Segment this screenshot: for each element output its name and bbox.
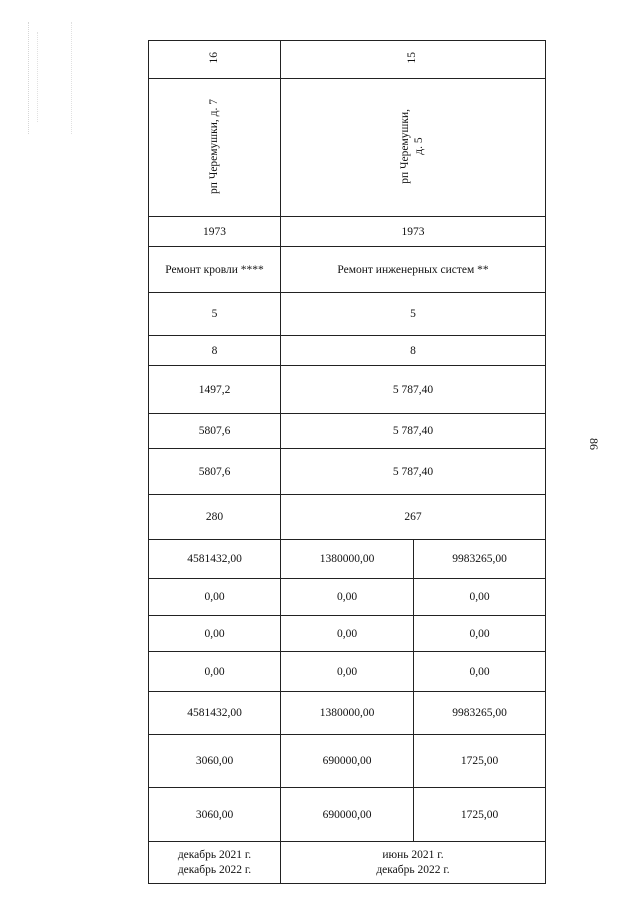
cell-area2-right: 5 787,40 <box>281 414 546 449</box>
scan-margin-marks <box>28 22 72 134</box>
page-number: 86 <box>587 438 601 450</box>
cell-unit-limit-3: 1725,00 <box>414 788 546 842</box>
cell-year-left: 1973 <box>149 217 281 247</box>
table-row <box>149 842 546 884</box>
table-row <box>149 449 546 495</box>
table-row <box>149 652 546 692</box>
cell-dates-left: декабрь 2021 г. декабрь 2022 г. <box>149 842 281 884</box>
cell-cost-fund-2: 1380000,00 <box>281 692 414 735</box>
cell-cost-fund-3: 9983265,00 <box>414 692 546 735</box>
table-row <box>149 788 546 842</box>
table-row <box>149 366 546 414</box>
cell-cost-c-1: 0,00 <box>149 652 281 692</box>
cell-area3-right: 5 787,40 <box>281 449 546 495</box>
cell-year-right: 1973 <box>281 217 546 247</box>
cell-cost-a-1: 0,00 <box>149 579 281 616</box>
table-row <box>149 414 546 449</box>
cell-entrances-left: 8 <box>149 336 281 366</box>
cell-area1-left: 1497,2 <box>149 366 281 414</box>
cell-unit-cost-3: 1725,00 <box>414 735 546 788</box>
cell-area3-left: 5807,6 <box>149 449 281 495</box>
cell-left-num: 16 <box>149 41 281 79</box>
table-row <box>149 336 546 366</box>
cell-cost-a-2: 0,00 <box>281 579 414 616</box>
table-row <box>149 41 546 79</box>
table-row <box>149 540 546 579</box>
cell-cost-fund-1: 4581432,00 <box>149 692 281 735</box>
cell-area1-right: 5 787,40 <box>281 366 546 414</box>
table-row <box>149 247 546 293</box>
cell-cost-c-3: 0,00 <box>414 652 546 692</box>
table-row <box>149 217 546 247</box>
cell-dates-right: июнь 2021 г. декабрь 2022 г. <box>281 842 546 884</box>
cell-residents-right: 267 <box>281 495 546 540</box>
cell-unit-cost-1: 3060,00 <box>149 735 281 788</box>
table-row <box>149 293 546 336</box>
cell-residents-left: 280 <box>149 495 281 540</box>
cell-floors-left: 5 <box>149 293 281 336</box>
cell-unit-cost-2: 690000,00 <box>281 735 414 788</box>
cell-entrances-right: 8 <box>281 336 546 366</box>
cell-cost-b-1: 0,00 <box>149 616 281 652</box>
cell-area2-left: 5807,6 <box>149 414 281 449</box>
cell-cost-total-2: 1380000,00 <box>281 540 414 579</box>
cell-cost-total-1: 4581432,00 <box>149 540 281 579</box>
cell-work-right: Ремонт инженерных систем ** <box>281 247 546 293</box>
cell-unit-limit-2: 690000,00 <box>281 788 414 842</box>
cell-address-left: рп Черемушки, д. 7 <box>149 79 281 217</box>
cell-cost-c-2: 0,00 <box>281 652 414 692</box>
table-row <box>149 616 546 652</box>
table-row <box>149 692 546 735</box>
table-row <box>149 495 546 540</box>
cell-unit-limit-1: 3060,00 <box>149 788 281 842</box>
cell-cost-a-3: 0,00 <box>414 579 546 616</box>
cell-cost-b-3: 0,00 <box>414 616 546 652</box>
cell-cost-b-2: 0,00 <box>281 616 414 652</box>
cell-right-num: 15 <box>281 41 546 79</box>
cell-work-left: Ремонт кровли **** <box>149 247 281 293</box>
cell-address-right: рп Черемушки, д. 5 <box>281 79 546 217</box>
table-row <box>149 735 546 788</box>
table-row <box>149 79 546 217</box>
table-row <box>149 579 546 616</box>
capital-repair-table <box>148 40 546 884</box>
cell-cost-total-3: 9983265,00 <box>414 540 546 579</box>
cell-floors-right: 5 <box>281 293 546 336</box>
